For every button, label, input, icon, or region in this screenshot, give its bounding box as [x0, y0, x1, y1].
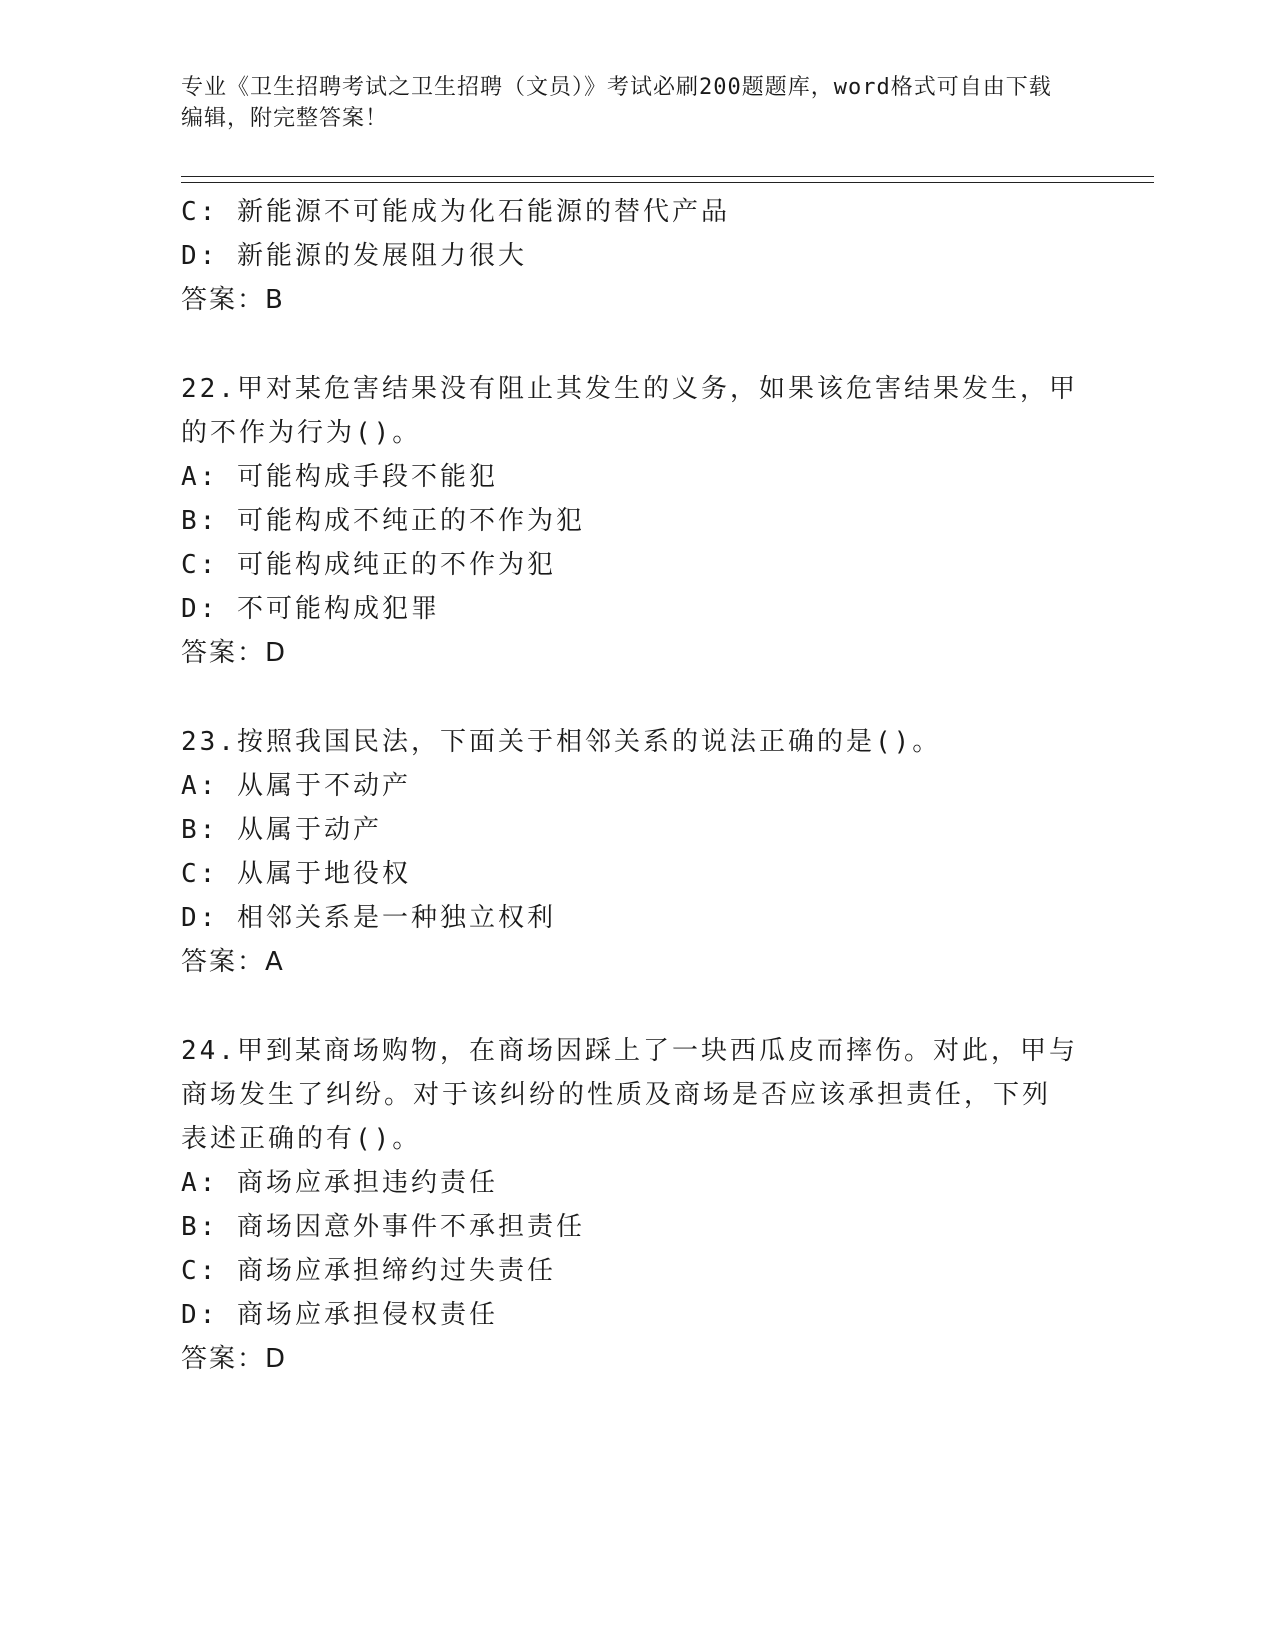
question-content: [181, 190, 1081, 1381]
option-b: B: 从属于动产: [181, 815, 382, 845]
document-title: 专业《卫生招聘考试之卫生招聘（文员）》考试必刷200题题库，word格式可自由下载编辑，附完整答案！: [181, 75, 1052, 131]
option-c: C: 从属于地役权: [181, 859, 411, 889]
option-d: D: 相邻关系是一种独立权利: [181, 903, 556, 933]
question-23: [181, 720, 1081, 984]
header-divider-bottom: [181, 182, 1154, 183]
option-d: D: 新能源的发展阻力很大: [181, 241, 527, 271]
question-24: [181, 1029, 1081, 1381]
option-d: D: 商场应承担侵权责任: [181, 1300, 498, 1330]
question-text: 23.按照我国民法，下面关于相邻关系的说法正确的是()。: [181, 727, 942, 757]
option-c: C: 新能源不可能成为化石能源的替代产品: [181, 197, 730, 227]
question-text: 的不作为行为()。: [181, 418, 422, 448]
question-text: 24.甲到某商场购物，在商场因踩上了一块西瓜皮而摔伤。对此，甲与: [181, 1036, 1078, 1066]
option-d: D: 不可能构成犯罪: [181, 594, 440, 624]
spacer: [181, 322, 1081, 367]
answer-line: 答案：A: [181, 947, 285, 977]
question-text: 22.甲对某危害结果没有阻止其发生的义务，如果该危害结果发生，甲: [181, 374, 1078, 404]
document-header: [181, 72, 1061, 134]
option-c: C: 可能构成纯正的不作为犯: [181, 550, 556, 580]
spacer: [181, 984, 1081, 1029]
answer-line: 答案：D: [181, 638, 288, 668]
question-text: 表述正确的有()。: [181, 1124, 422, 1154]
option-a: A: 商场应承担违约责任: [181, 1168, 498, 1198]
question-text: 商场发生了纠纷。对于该纠纷的性质及商场是否应该承担责任，下列: [181, 1080, 1052, 1110]
option-b: B: 可能构成不纯正的不作为犯: [181, 506, 585, 536]
answer-line: 答案：B: [181, 285, 285, 315]
answer-line: 答案：D: [181, 1344, 288, 1374]
option-c: C: 商场应承担缔约过失责任: [181, 1256, 556, 1286]
option-a: A: 从属于不动产: [181, 771, 411, 801]
option-a: A: 可能构成手段不能犯: [181, 462, 498, 492]
spacer: [181, 675, 1081, 720]
prev-question-block: [181, 190, 1081, 322]
question-22: [181, 367, 1081, 675]
header-divider-top: [181, 176, 1154, 177]
option-b: B: 商场因意外事件不承担责任: [181, 1212, 585, 1242]
